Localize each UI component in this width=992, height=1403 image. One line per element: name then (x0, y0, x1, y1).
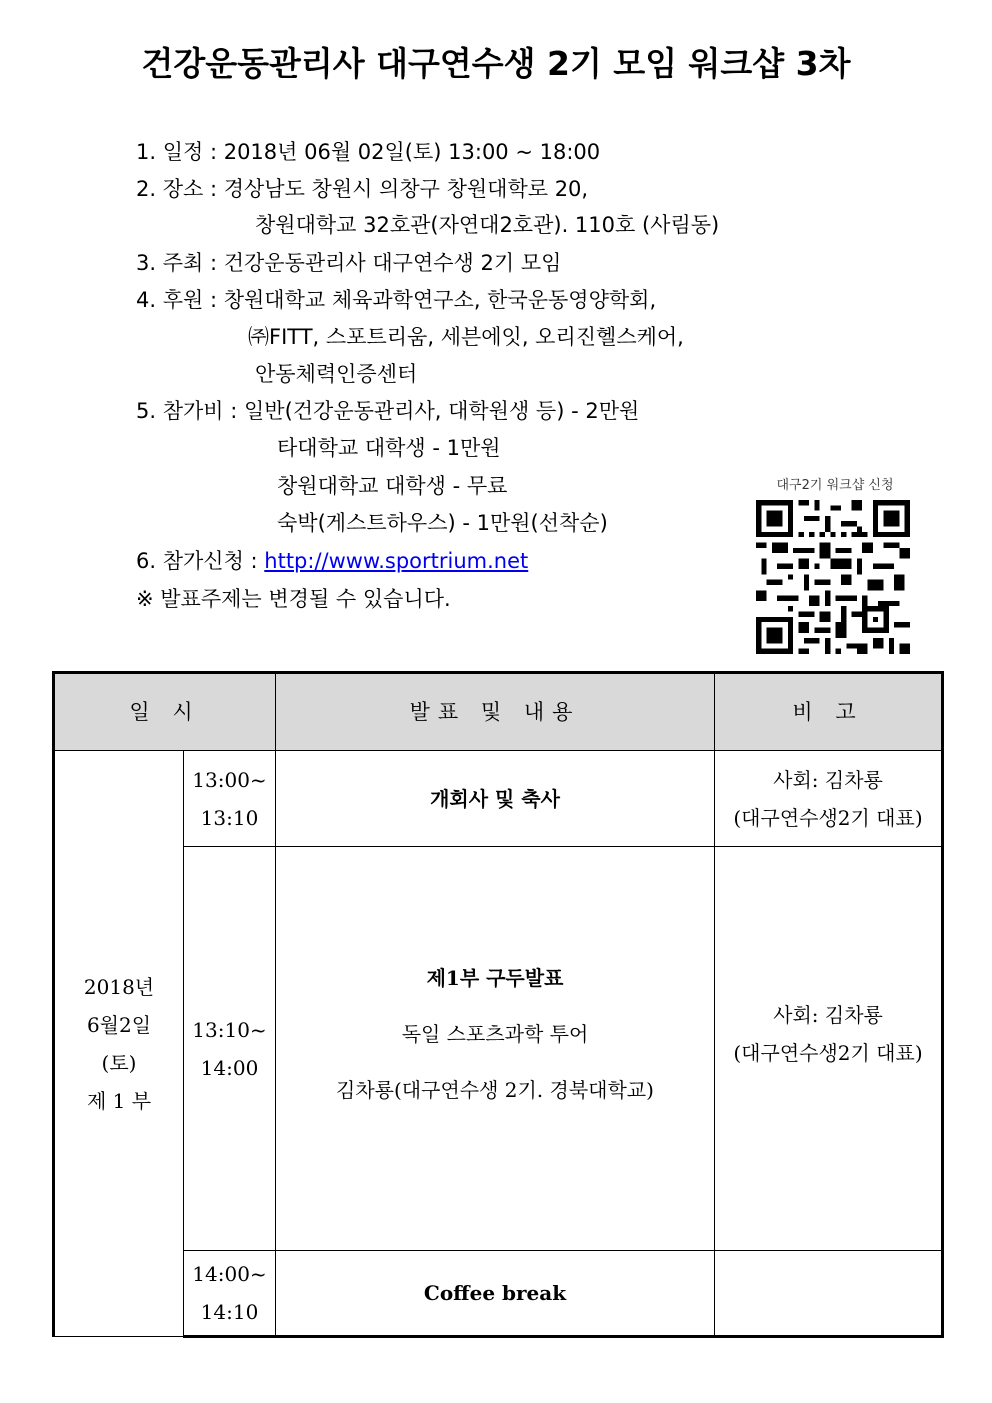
day-cell (54, 751, 184, 1337)
table-header-row (54, 673, 943, 751)
info-schedule: 1. 일정 : 2018년 06월 02일(토) 13:00 ~ 18:00 (136, 140, 601, 164)
content-cell: 개회사 및 축사 (276, 751, 715, 847)
time-start: 14:00~ (192, 1262, 267, 1286)
remark-role: (대구연수생2기 대표) (733, 805, 923, 830)
qr-caption: 대구2기 워크샵 신청 (776, 478, 894, 493)
time-end: 13:10 (200, 805, 259, 830)
time-start: 13:00~ (192, 767, 267, 792)
time-end: 14:10 (200, 1300, 259, 1324)
header-content: 발표 및 내용 (276, 673, 715, 751)
info-fee-2: 타대학교 대학생 - 1만원 (277, 436, 501, 460)
header-date: 일 시 (54, 673, 276, 751)
qr-code-icon[interactable] (756, 500, 910, 654)
info-venue-detail: 창원대학교 32호관(자연대2호관). 110호 (사림동) (255, 213, 720, 237)
content-cell (276, 847, 715, 1251)
register-link[interactable]: http://www.sportrium.net (264, 549, 529, 573)
header-remark: 비 고 (715, 673, 943, 751)
info-fee-4: 숙박(게스트하우스) - 1만원(선착순) (277, 511, 608, 535)
time-cell (184, 1251, 276, 1337)
session-speaker: 김차룡(대구연수생 2기. 경북대학교) (336, 1077, 654, 1102)
time-cell (184, 847, 276, 1251)
table-row (54, 751, 943, 847)
info-register (136, 548, 528, 574)
time-cell (184, 751, 276, 847)
session-topic: 독일 스포츠과학 투어 (401, 1021, 589, 1046)
content-cell: Coffee break (276, 1251, 715, 1337)
info-fee: 5. 참가비 : 일반(건강운동관리사, 대학원생 등) - 2만원 (136, 399, 640, 423)
day-session: 제 1 부 (86, 1088, 152, 1113)
info-fee-3: 창원대학교 대학생 - 무료 (277, 474, 508, 498)
table-row (54, 1251, 943, 1337)
info-sponsor-3: 안동체력인증센터 (255, 362, 418, 386)
table-row (54, 847, 943, 1251)
day-date: 2018년 (83, 974, 155, 999)
time-end: 14:00 (200, 1055, 259, 1080)
remark-role: (대구연수생2기 대표) (733, 1040, 923, 1065)
remark-cell (715, 847, 943, 1251)
remark-host: 사회: 김차룡 (773, 767, 883, 792)
info-venue: 2. 장소 : 경상남도 창원시 의창구 창원대학로 20, (136, 177, 589, 201)
time-start: 13:10~ (192, 1017, 267, 1042)
info-host: 3. 주최 : 건강운동관리사 대구연수생 2기 모임 (136, 251, 562, 275)
remark-cell (715, 751, 943, 847)
session-title: 제1부 구두발표 (426, 965, 564, 990)
info-sponsor: 4. 후원 : 창원대학교 체육과학연구소, 한국운동영양학회, (136, 288, 657, 312)
register-label: 6. 참가신청 : (136, 549, 265, 573)
day-weekday: (토) (101, 1050, 137, 1075)
schedule-table (52, 671, 944, 1338)
remark-host: 사회: 김차룡 (773, 1002, 883, 1027)
day-date-2: 6월2일 (86, 1012, 152, 1037)
page-title: 건강운동관리사 대구연수생 2기 모임 워크샵 3차 (141, 44, 851, 83)
info-note: ※ 발표주제는 변경될 수 있습니다. (136, 587, 451, 611)
remark-cell (715, 1251, 943, 1337)
info-sponsor-2: ㈜FITT, 스포트리움, 세븐에잇, 오리진헬스케어, (248, 325, 684, 349)
